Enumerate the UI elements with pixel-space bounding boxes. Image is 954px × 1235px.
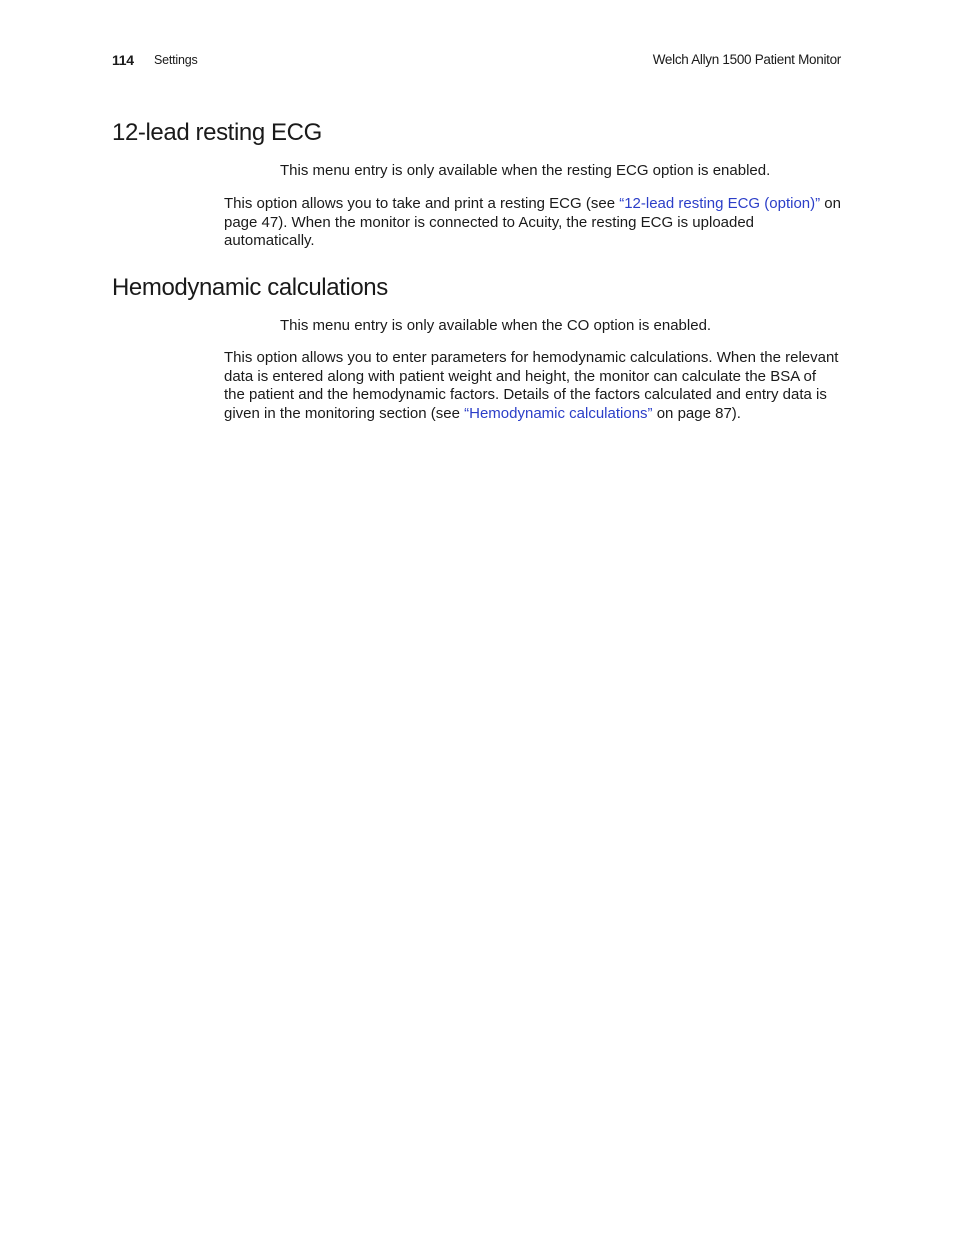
document-title: Welch Allyn 1500 Patient Monitor — [652, 52, 841, 67]
page-number: 114 — [112, 52, 134, 68]
section-heading-resting-ecg: 12-lead resting ECG — [112, 119, 322, 146]
section-heading-hemodynamic: Hemodynamic calculations — [112, 274, 388, 301]
body-text: This option allows you to take and print a resting ECG (see — [224, 195, 620, 212]
body-text: on page 47). When the monitor is connected to Acuity, the resting ECG is uploaded automatically. — [224, 195, 841, 250]
running-section-name: Settings — [154, 53, 198, 67]
cross-reference-link-hemodynamic[interactable]: “Hemodynamic calculations” — [464, 404, 653, 422]
availability-note-hemodynamic: This menu entry is only available when the CO option is enabled. — [280, 317, 712, 334]
body-paragraph-hemodynamic — [224, 349, 841, 423]
page-header — [112, 52, 841, 72]
body-paragraph-resting-ecg — [224, 195, 841, 251]
body-text: This option allows you to enter parameters for hemodynamic calculations. When the relevant data is entered along with patient weight and height, the monitor can calculate the BSA of the patient and the hemodynamic factors. Details of the factors calculated and entry data is given in the monitoring section (see — [224, 349, 839, 422]
availability-note-resting-ecg: This menu entry is only available when the resting ECG option is enabled. — [280, 162, 771, 179]
cross-reference-link-resting-ecg[interactable]: “12-lead resting ECG (option)” — [619, 195, 821, 212]
body-text: on page 87). — [652, 404, 741, 422]
